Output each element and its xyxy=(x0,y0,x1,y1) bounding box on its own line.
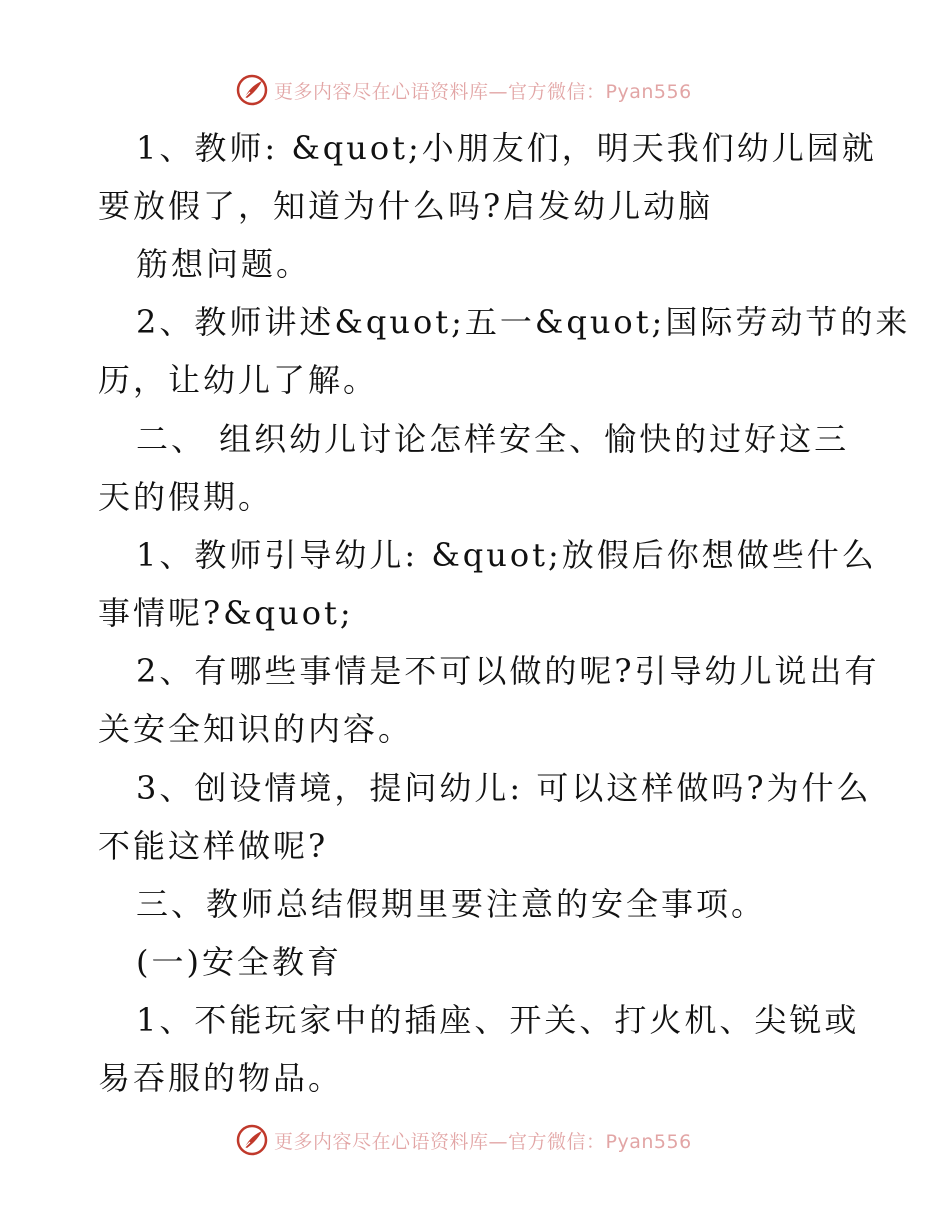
text-line: 易吞服的物品。 xyxy=(98,1059,344,1097)
text-line: 1、教师: &quot;小朋友们，明天我们幼儿园就 xyxy=(136,129,877,167)
text-line: 3、创设情境，提问幼儿: 可以这样做吗?为什么 xyxy=(136,769,872,807)
text-line: 要放假了，知道为什么吗?启发幼儿动脑 xyxy=(98,187,714,225)
text-line: 1、教师引导幼儿: &quot;放假后你想做些什么 xyxy=(136,536,877,574)
text-line: 三、教师总结假期里要注意的安全事项。 xyxy=(136,885,767,923)
text-line: 筋想问题。 xyxy=(136,245,312,283)
quill-logo-icon xyxy=(236,1124,268,1156)
watermark-text: 更多内容尽在心语资料库—官方微信：Pyan556 xyxy=(274,1130,692,1153)
text-line: 天的假期。 xyxy=(98,478,274,516)
header-watermark xyxy=(236,72,692,108)
text-line: 不能这样做呢? xyxy=(98,827,329,865)
text-line: 事情呢?&quot; xyxy=(98,594,354,632)
text-line: 历，让幼儿了解。 xyxy=(98,361,379,399)
text-line: 1、不能玩家中的插座、开关、打火机、尖锐或 xyxy=(136,1001,860,1039)
watermark-text: 更多内容尽在心语资料库—官方微信：Pyan556 xyxy=(274,80,692,103)
quill-logo-icon xyxy=(236,74,268,106)
text-line: 2、教师讲述&quot;五一&quot;国际劳动节的来 xyxy=(136,303,911,341)
text-line: (一)安全教育 xyxy=(136,943,342,981)
text-line: 二、 组织幼儿讨论怎样安全、愉快的过好这三 xyxy=(136,420,850,458)
text-line: 2、有哪些事情是不可以做的呢?引导幼儿说出有 xyxy=(136,652,880,690)
text-line: 关安全知识的内容。 xyxy=(98,710,414,748)
footer-watermark xyxy=(236,1122,692,1158)
